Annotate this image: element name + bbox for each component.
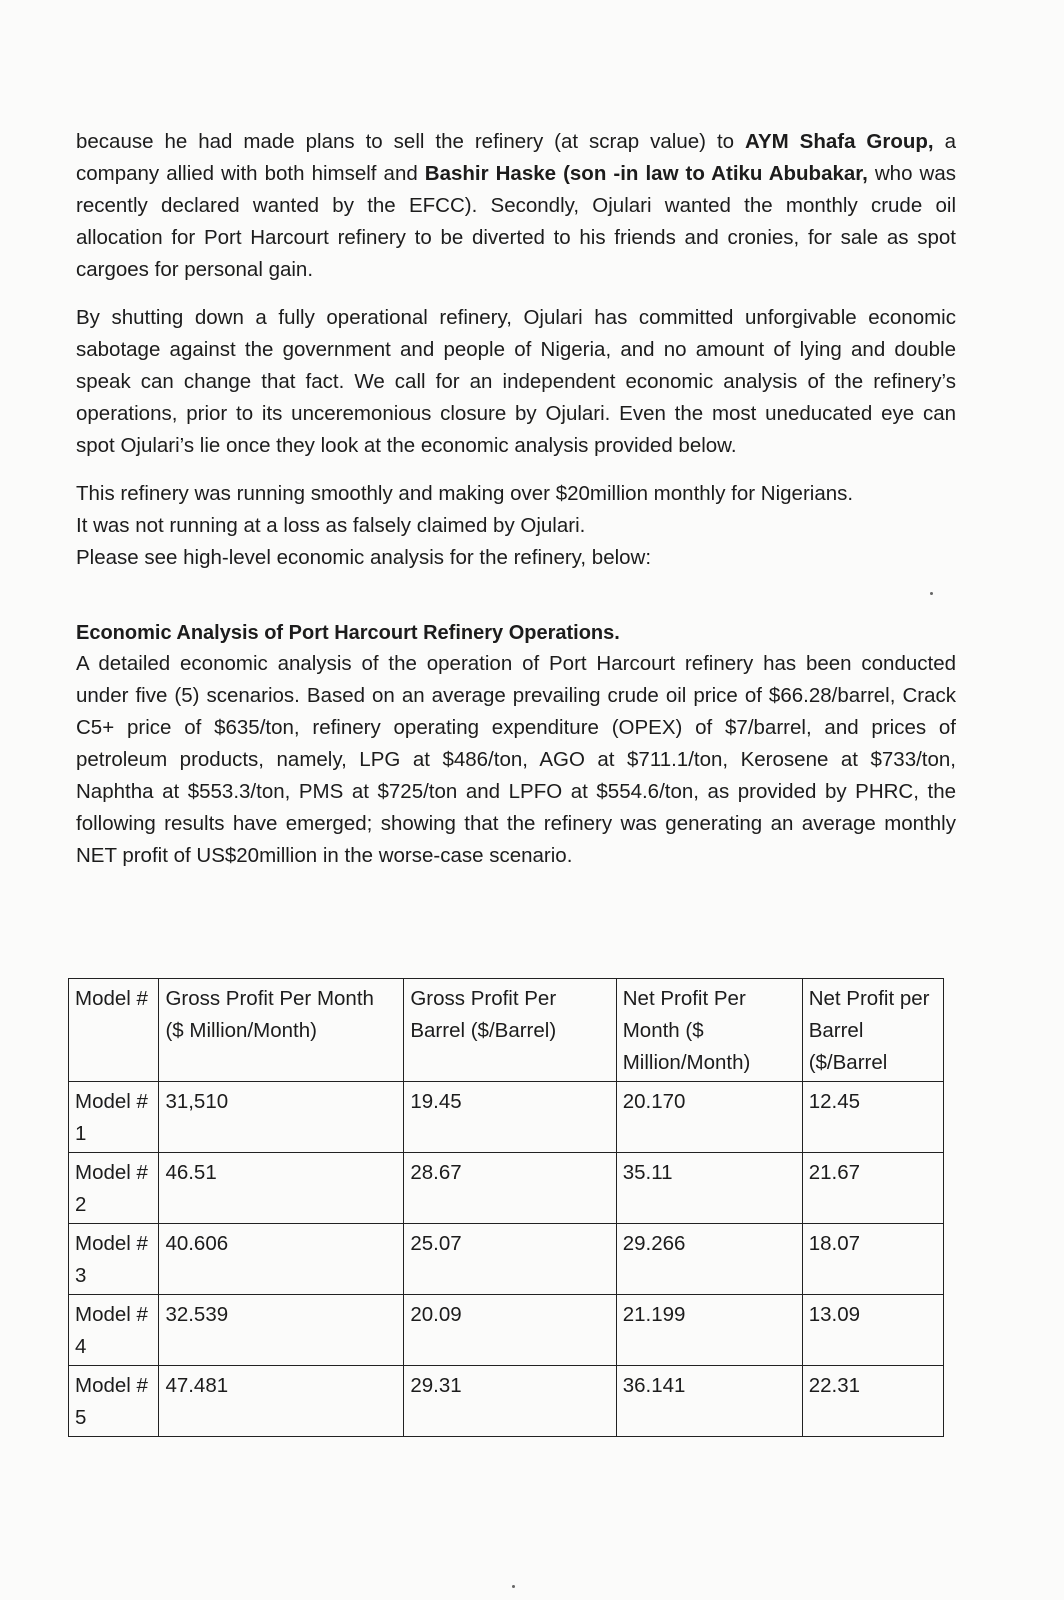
table-row [69,1366,944,1437]
cell-model: Model # 1 [69,1082,159,1153]
cell-gross-barrel: 29.31 [404,1366,616,1437]
table-header-row [69,979,944,1082]
paragraph-1-text: because he had made plans to sell the refinery (at scrap value) to [76,130,746,153]
header-gross-profit-barrel: Gross Profit Per Barrel ($/Barrel) [404,979,616,1082]
cell-model: Model # 4 [69,1295,159,1366]
header-model: Model # [69,979,159,1082]
cell-gross-barrel: 19.45 [404,1082,616,1153]
cell-model: Model # 5 [69,1366,159,1437]
summary-line-3: Please see high-level economic analysis for the refinery, below: [76,546,652,569]
header-gross-profit-month: Gross Profit Per Month ($ Million/Month) [159,979,404,1082]
cell-gross-barrel: 28.67 [404,1153,616,1224]
table-row [69,1153,944,1224]
paragraph-1-bold-person: Bashir Haske (son -in law to Atiku Abubakar, [424,162,868,185]
section-heading: Economic Analysis of Port Harcourt Refinery Operations. [76,622,620,644]
paragraph-1-text-3: who was recently declared wanted by the EFCC). Secondly, Ojulari wanted the monthly crude oil allocation for Port Harcourt refinery to be diverted to his friends and cronies, for sale as spot cargoes for personal gain. [76,162,956,281]
summary-line-1: This refinery was running smoothly and making over $20million monthly for Nigerians. [76,482,854,505]
scan-speck [512,1585,515,1588]
paragraph-1-bold-company: AYM Shafa Group, [745,130,934,153]
cell-net-barrel: 13.09 [802,1295,943,1366]
cell-gross-month: 32.539 [159,1295,404,1366]
cell-gross-barrel: 20.09 [404,1295,616,1366]
summary-paragraph [76,478,956,574]
cell-net-barrel: 22.31 [802,1366,943,1437]
paragraph-2 [76,302,956,462]
cell-net-barrel: 18.07 [802,1224,943,1295]
cell-net-barrel: 21.67 [802,1153,943,1224]
cell-net-month: 29.266 [616,1224,802,1295]
header-net-profit-month: Net Profit Per Month ($ Million/Month) [616,979,802,1082]
paragraph-1 [76,126,956,286]
cell-gross-month: 31,510 [159,1082,404,1153]
cell-model: Model # 2 [69,1153,159,1224]
cell-model: Model # 3 [69,1224,159,1295]
scan-speck [930,592,933,595]
summary-line-2: It was not running at a loss as falsely claimed by Ojulari. [76,514,586,537]
cell-gross-month: 40.606 [159,1224,404,1295]
cell-gross-barrel: 25.07 [404,1224,616,1295]
economic-analysis-table [68,978,944,1437]
table-row [69,1224,944,1295]
cell-net-month: 20.170 [616,1082,802,1153]
cell-net-barrel: 12.45 [802,1082,943,1153]
cell-gross-month: 47.481 [159,1366,404,1437]
cell-net-month: 21.199 [616,1295,802,1366]
paragraph-1-text-2: a company allied with both himself and [76,130,956,185]
document-page [76,126,956,888]
header-net-profit-barrel: Net Profit per Barrel ($/Barrel [802,979,943,1082]
cell-net-month: 36.141 [616,1366,802,1437]
cell-gross-month: 46.51 [159,1153,404,1224]
cell-net-month: 35.11 [616,1153,802,1224]
table-row [69,1082,944,1153]
table-row [69,1295,944,1366]
section-body: A detailed economic analysis of the operation of Port Harcourt refinery has been conducted under five (5) scenarios. Based on an average prevailing crude oil price of $66.28/barrel, Crack C5+ price of $635/ton, refinery operating expenditure (OPEX) of $7/barrel, and prices of petroleum products, namely, LPG at $486/ton, AGO at $711.1/ton, Kerosene at $733/ton, Naphtha at $553.3/ton, PMS at $725/ton and LPFO at $554.6/ton, as provided by PHRC, the following results have emerged; showing that the refinery was generating an average monthly NET profit of US$20million in the worse-case scenario. [76,652,956,867]
paragraph-2-text: By shutting down a fully operational refinery, Ojulari has committed unforgivable economic sabotage against the government and people of Nigeria, and no amount of lying and double speak can change that fact. We call for an independent economic analysis of the refinery’s operations, prior to its unceremonious closure by Ojulari. Even the most uneducated eye can spot Ojulari’s lie once they look at the economic analysis provided below. [76,306,956,457]
